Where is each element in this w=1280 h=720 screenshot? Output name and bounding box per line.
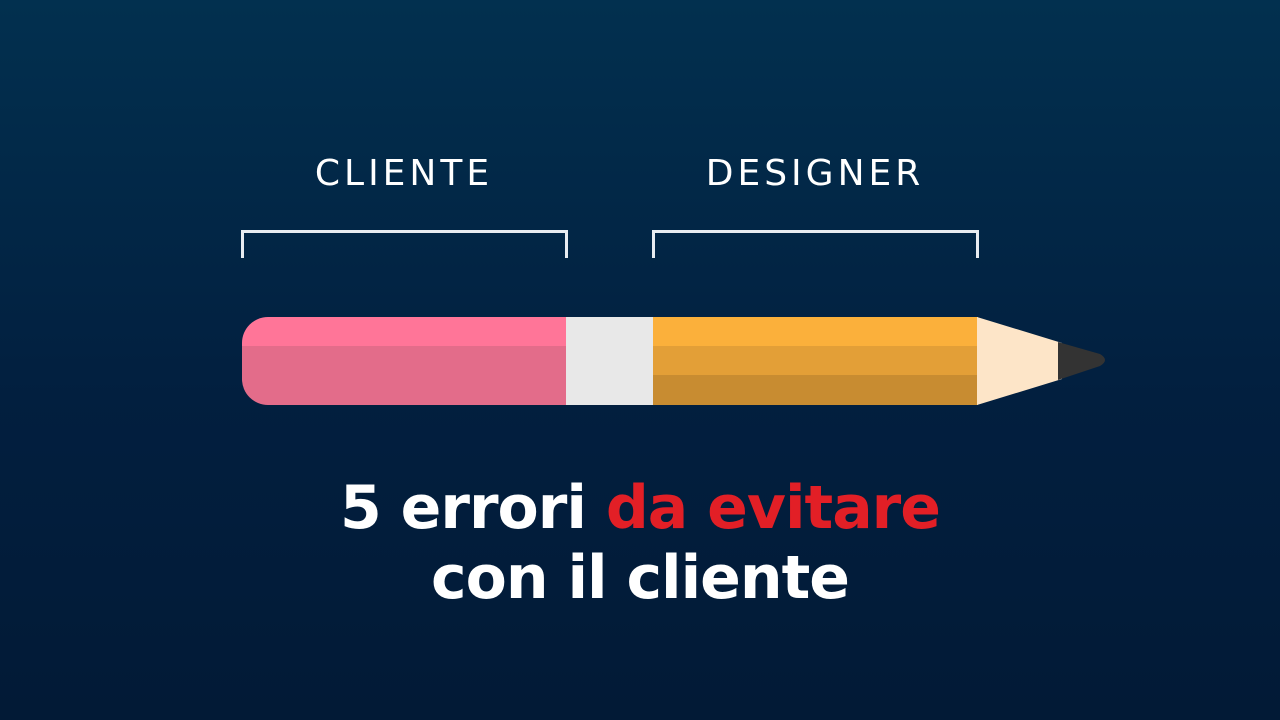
headline-line-2: con il cliente <box>431 543 849 613</box>
headline-accent: da evitare <box>605 473 940 543</box>
eraser-top-band <box>242 317 572 347</box>
eraser-bottom-band <box>242 346 572 406</box>
pencil-eraser <box>242 317 572 406</box>
label-cliente: CLIENTE <box>314 153 494 194</box>
pencil-wood-tip <box>977 317 1062 405</box>
pencil-lead <box>1058 342 1105 380</box>
pencil-ferrule <box>566 317 654 405</box>
body-top-band <box>653 317 978 347</box>
headline-prefix: 5 errori <box>340 473 606 543</box>
body-mid-band <box>653 346 978 376</box>
label-designer: DESIGNER <box>705 153 925 194</box>
body-bottom-band <box>653 375 978 405</box>
headline-line-1 <box>0 473 1280 543</box>
pencil-body <box>653 317 978 405</box>
